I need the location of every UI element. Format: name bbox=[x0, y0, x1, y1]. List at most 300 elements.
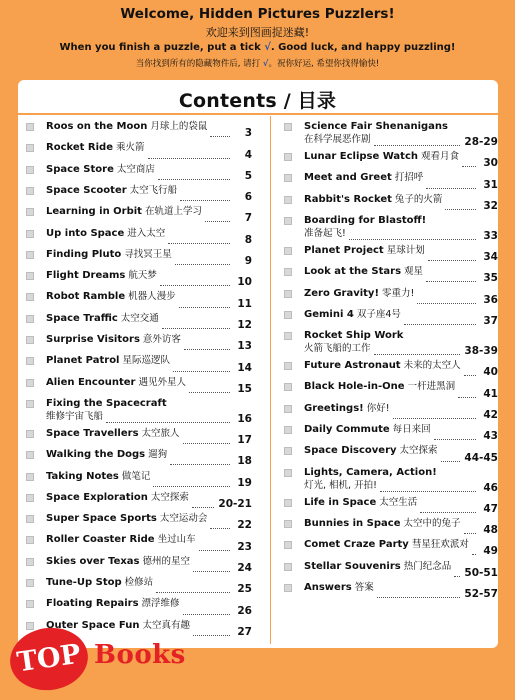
checkbox-square[interactable] bbox=[26, 515, 34, 523]
toc-entry bbox=[26, 333, 252, 354]
toc-entry bbox=[284, 538, 498, 559]
title-divider bbox=[18, 113, 498, 115]
checkbox-square[interactable] bbox=[26, 166, 34, 174]
toc-page-number: 37 bbox=[483, 315, 498, 328]
toc-page-number: 3 bbox=[244, 127, 252, 140]
checkbox-square[interactable] bbox=[26, 536, 34, 544]
toc-entry-title-en: Space Scooter bbox=[46, 184, 127, 196]
checkbox-square[interactable] bbox=[26, 272, 34, 280]
toc-page-number: 27 bbox=[237, 625, 252, 638]
leader-dots bbox=[193, 635, 230, 636]
toc-entry-title-zh: 每日来回 bbox=[392, 424, 431, 435]
toc-entry bbox=[284, 402, 498, 423]
tick-icon-zh: √ bbox=[262, 59, 269, 69]
toc-entry-title-zh: 月球上的袋鼠 bbox=[150, 121, 208, 132]
checkbox-square[interactable] bbox=[284, 174, 292, 182]
toc-entry-title-en: Space Travellers bbox=[46, 427, 139, 439]
toc-entry-title-zh: 进入太空 bbox=[127, 227, 166, 239]
toc-entry-title-zh: 观星 bbox=[404, 266, 424, 278]
toc-entry-title-zh: 做笔记 bbox=[121, 470, 151, 482]
toc-entry bbox=[284, 193, 498, 214]
leader-dots bbox=[393, 418, 476, 419]
toc-page-number: 17 bbox=[237, 434, 252, 447]
checkbox-square[interactable] bbox=[284, 290, 292, 298]
toc-entry bbox=[284, 287, 498, 308]
toc-page-number: 31 bbox=[483, 178, 498, 191]
leader-dots bbox=[454, 576, 460, 577]
toc-entry-title-en: Robot Ramble bbox=[46, 291, 126, 303]
checkbox-square[interactable] bbox=[26, 400, 34, 408]
toc-entry-title-en: Surprise Visitors bbox=[46, 334, 140, 345]
toc-entry-title-zh: 火箭飞船的工作 bbox=[304, 343, 371, 355]
toc-page-number: 9 bbox=[244, 255, 252, 268]
toc-entry-title bbox=[46, 141, 224, 154]
toc-page-number: 47 bbox=[483, 502, 498, 515]
toc-entry-title-en: Space Store bbox=[46, 163, 114, 175]
toc-entry bbox=[26, 427, 252, 448]
toc-entry bbox=[26, 312, 252, 333]
toc-entry bbox=[26, 397, 252, 427]
toc-entry bbox=[26, 597, 252, 618]
leader-dots bbox=[189, 392, 230, 393]
toc-entry-title bbox=[304, 120, 470, 146]
leader-dots bbox=[420, 512, 476, 513]
toc-entry-title-zh: 太空旅人 bbox=[141, 427, 180, 439]
toc-entry-title-en: Future Astronaut bbox=[304, 360, 401, 372]
checkbox-square[interactable] bbox=[284, 405, 292, 413]
toc-entry-title bbox=[46, 576, 224, 589]
toc-entry-title bbox=[46, 491, 224, 504]
toc-page-number: 11 bbox=[237, 297, 252, 310]
leader-dots bbox=[426, 281, 476, 282]
toc-entry-title bbox=[304, 496, 470, 509]
toc-entry-title-zh: 寻找冥王星 bbox=[124, 248, 172, 260]
leader-dots bbox=[148, 158, 230, 159]
toc-entry-title bbox=[304, 214, 470, 240]
toc-page-number: 33 bbox=[483, 229, 498, 242]
leader-dots bbox=[426, 188, 476, 189]
toc-page-number: 8 bbox=[244, 233, 252, 246]
toc-entry-title bbox=[304, 538, 470, 551]
leader-dots bbox=[183, 443, 230, 444]
toc-entry-title bbox=[46, 427, 224, 440]
instruction-zh-post: 。祝你好运, 希望你找得愉快! bbox=[268, 59, 380, 69]
toc-entry-title bbox=[304, 380, 470, 393]
toc-entry-title-en: Daily Commute bbox=[304, 424, 390, 435]
toc-entry-title bbox=[46, 333, 224, 346]
toc-entry-title-en: Finding Pluto bbox=[46, 248, 122, 260]
leader-dots bbox=[179, 307, 230, 308]
checkbox-square[interactable] bbox=[284, 426, 292, 434]
toc-entry bbox=[26, 512, 252, 533]
toc-page-number: 32 bbox=[483, 199, 498, 212]
toc-entry bbox=[26, 491, 252, 512]
toc-entry-title bbox=[304, 244, 470, 257]
leader-dots bbox=[193, 571, 230, 572]
toc-entry bbox=[26, 248, 252, 269]
toc-entry-title-en: Fixing the Spacecraft bbox=[46, 397, 167, 409]
toc-entry-title bbox=[46, 448, 224, 461]
toc-page-number: 48 bbox=[483, 524, 498, 537]
toc-page-number: 46 bbox=[483, 481, 498, 494]
toc-page-number: 38-39 bbox=[464, 345, 498, 358]
checkbox-square[interactable] bbox=[26, 144, 34, 152]
leader-dots bbox=[404, 324, 476, 325]
toc-page-number: 6 bbox=[244, 191, 252, 204]
toc-entry-title-en: Taking Notes bbox=[46, 470, 119, 482]
toc-entry-title bbox=[304, 466, 470, 492]
toc-page-number: 49 bbox=[483, 545, 498, 558]
toc-entry-title-en: Comet Craze Party bbox=[304, 539, 409, 551]
checkbox-square[interactable] bbox=[284, 362, 292, 370]
toc-page-number: 26 bbox=[237, 604, 252, 617]
toc-entry-title-en: Tune-Up Stop bbox=[46, 577, 122, 588]
toc-entry-title-en: Space Traffic bbox=[46, 312, 118, 324]
toc-entry-title-zh: 星球计划 bbox=[386, 244, 425, 256]
toc-page-number: 50-51 bbox=[464, 566, 498, 579]
toc-entry-title bbox=[46, 163, 224, 176]
leader-dots bbox=[168, 243, 230, 244]
welcome-heading-zh: 欢迎来到图画捉迷藏! bbox=[205, 26, 310, 39]
toc-entry bbox=[26, 269, 252, 290]
toc-entry-title-en: Black Hole-in-One bbox=[304, 381, 405, 393]
toc-entry-title-en: Zero Gravity! bbox=[304, 287, 380, 299]
leader-dots bbox=[210, 136, 230, 137]
checkbox-square[interactable] bbox=[26, 430, 34, 438]
toc-page-number: 30 bbox=[483, 157, 498, 170]
toc-entry-title-zh: 太空运动会 bbox=[159, 513, 208, 525]
checkbox-square[interactable] bbox=[284, 447, 292, 455]
toc-entry-title-en: Rocket Ship Work bbox=[304, 330, 404, 342]
toc-page-number: 23 bbox=[237, 540, 252, 553]
leader-dots bbox=[458, 397, 476, 398]
toc-entry-title-zh: 你好! bbox=[366, 402, 390, 414]
toc-entry bbox=[284, 496, 498, 517]
toc-entry-title-en: Roller Coaster Ride bbox=[46, 534, 155, 546]
toc-page-number: 18 bbox=[237, 455, 252, 468]
toc-entry-title bbox=[46, 397, 224, 423]
toc-entry-title-zh: 意外访客 bbox=[142, 334, 181, 345]
leader-dots bbox=[170, 464, 230, 465]
checkbox-square[interactable] bbox=[284, 268, 292, 276]
toc-entry-title-zh: 未来的太空人 bbox=[403, 360, 461, 372]
leader-dots bbox=[210, 528, 230, 529]
toc-entry-title-en: Lunar Eclipse Watch bbox=[304, 151, 419, 162]
toc-entry-title-zh: 准备起飞! bbox=[304, 227, 346, 239]
toc-entry-title-en: Life in Space bbox=[304, 496, 377, 508]
leader-dots bbox=[380, 491, 476, 492]
leader-dots bbox=[374, 145, 460, 146]
toc-page-number: 42 bbox=[483, 408, 498, 421]
checkbox-square[interactable] bbox=[26, 293, 34, 301]
checkbox-square[interactable] bbox=[26, 579, 34, 587]
toc-entry bbox=[26, 163, 252, 184]
toc-entry-title-en: Roos on the Moon bbox=[46, 121, 148, 132]
logo-top-badge: TOP bbox=[6, 623, 92, 695]
checkbox-square[interactable] bbox=[26, 315, 34, 323]
toc-entry-title-en: Stellar Souvenirs bbox=[304, 560, 401, 572]
checkbox-square[interactable] bbox=[26, 187, 34, 195]
toc-entry-title-en: Look at the Stars bbox=[304, 266, 402, 278]
leader-dots bbox=[205, 221, 230, 222]
toc-entry-title bbox=[304, 444, 470, 457]
toc-page-number: 24 bbox=[237, 561, 252, 574]
toc-entry-title bbox=[304, 308, 470, 321]
checkbox-square[interactable] bbox=[284, 499, 292, 507]
checkbox-square[interactable] bbox=[284, 563, 292, 571]
checkbox-square[interactable] bbox=[26, 558, 34, 566]
checkbox-square[interactable] bbox=[284, 153, 292, 161]
toc-entry-title-en: Learning in Orbit bbox=[46, 206, 142, 218]
toc-entry-title-en: Greetings! bbox=[304, 402, 364, 414]
toc-page-number: 15 bbox=[237, 382, 252, 395]
toc-entry-title-zh: 坐过山车 bbox=[157, 534, 196, 546]
toc-page-number: 5 bbox=[244, 169, 252, 182]
toc-page-number: 10 bbox=[237, 276, 252, 289]
toc-page-number: 36 bbox=[483, 293, 498, 306]
leader-dots bbox=[417, 303, 476, 304]
toc-entry-title-zh: 双子座4号 bbox=[356, 308, 401, 320]
toc-page-number: 34 bbox=[483, 251, 498, 264]
checkbox-square[interactable] bbox=[26, 208, 34, 216]
leader-dots bbox=[180, 200, 230, 201]
toc-entry-title-zh: 答案 bbox=[354, 581, 374, 593]
checkbox-square[interactable] bbox=[26, 473, 34, 481]
toc-entry-title bbox=[46, 248, 224, 261]
toc-entry-title bbox=[304, 329, 470, 355]
leader-dots bbox=[173, 371, 230, 372]
leader-dots bbox=[462, 166, 476, 167]
toc-entry-title-zh: 航天梦 bbox=[128, 270, 157, 282]
contents-title: Contents / 目录 bbox=[178, 90, 337, 112]
toc-entry-title-zh: 遇见外星人 bbox=[138, 376, 186, 388]
toc-entry-title-en: Planet Patrol bbox=[46, 355, 120, 367]
toc-entry bbox=[26, 290, 252, 311]
toc-entry-title-zh: 兔子的火箭 bbox=[394, 193, 443, 205]
checkbox-square[interactable] bbox=[284, 311, 292, 319]
instruction-text bbox=[0, 42, 515, 53]
leader-dots bbox=[183, 614, 230, 615]
toc-entry-title-en: Space Exploration bbox=[46, 491, 148, 503]
toc-page-number: 28-29 bbox=[464, 136, 498, 148]
toc-entry bbox=[26, 205, 252, 226]
toc-entry-title-zh: 一杆进黑洞 bbox=[407, 381, 456, 393]
toc-entry-title bbox=[304, 359, 470, 372]
toc-page-number: 25 bbox=[237, 583, 252, 596]
checkbox-square[interactable] bbox=[284, 196, 292, 204]
toc-entry bbox=[284, 380, 498, 401]
leader-dots bbox=[192, 507, 214, 508]
toc-entry bbox=[284, 359, 498, 380]
toc-entry-title-zh: 太空生活 bbox=[379, 496, 418, 508]
toc-entry-title-en: Rocket Ride bbox=[46, 142, 113, 154]
column-divider bbox=[270, 116, 271, 644]
toc-entry-title bbox=[46, 184, 224, 197]
toc-entry-title bbox=[46, 205, 224, 218]
leader-dots bbox=[156, 592, 230, 593]
toc-entry-title-en: Answers bbox=[304, 581, 352, 593]
toc-entry-title-en: Up into Space bbox=[46, 227, 125, 239]
leader-dots bbox=[175, 264, 230, 265]
toc-entry bbox=[26, 120, 252, 141]
toc-entry-title-en: Floating Repairs bbox=[46, 598, 139, 610]
toc-entry bbox=[26, 354, 252, 375]
toc-entry-title-zh: 太空探索 bbox=[150, 491, 189, 503]
leader-dots bbox=[445, 209, 476, 210]
toc-entry-title bbox=[46, 512, 224, 525]
leader-dots bbox=[160, 285, 230, 286]
toc-entry-title-zh: 零重力! bbox=[382, 287, 415, 299]
toc-entry bbox=[284, 444, 498, 465]
leader-dots bbox=[199, 550, 230, 551]
toc-page-number: 12 bbox=[237, 318, 252, 331]
toc-entry bbox=[284, 265, 498, 286]
toc-entry-title bbox=[304, 581, 470, 594]
toc-entry-title-en: Lights, Camera, Action! bbox=[304, 466, 437, 478]
checkbox-square[interactable] bbox=[284, 332, 292, 340]
toc-entry bbox=[26, 576, 252, 597]
toc-entry bbox=[26, 555, 252, 576]
topbooks-logo bbox=[10, 628, 190, 692]
toc-entry-title-en: Rabbit's Rocket bbox=[304, 193, 392, 205]
toc-entry-title-en: Flight Dreams bbox=[46, 270, 126, 282]
toc-entry-title bbox=[304, 150, 470, 163]
toc-entry bbox=[284, 466, 498, 496]
toc-page-number: 44-45 bbox=[464, 451, 498, 464]
toc-entry bbox=[284, 560, 498, 581]
toc-entry-title bbox=[304, 265, 470, 278]
checkbox-square[interactable] bbox=[284, 383, 292, 391]
toc-entry-title-zh: 检修站 bbox=[124, 577, 154, 588]
checkbox-square[interactable] bbox=[26, 357, 34, 365]
checkbox-square[interactable] bbox=[26, 379, 34, 387]
toc-entry bbox=[26, 533, 252, 554]
toc-entry bbox=[284, 517, 498, 538]
checkbox-square[interactable] bbox=[284, 217, 292, 225]
toc-page-number: 22 bbox=[237, 519, 252, 532]
toc-page-number: 40 bbox=[483, 366, 498, 379]
logo-books-text: Books bbox=[94, 640, 186, 670]
toc-entry-title bbox=[304, 517, 470, 530]
toc-entry-title-en: Planet Project bbox=[304, 244, 384, 256]
toc-page-number: 52-57 bbox=[464, 588, 498, 601]
toc-entry-title bbox=[304, 423, 470, 436]
toc-entry-title-zh: 热门纪念品 bbox=[403, 560, 452, 572]
toc-entry bbox=[26, 470, 252, 491]
toc-page-number: 19 bbox=[237, 476, 252, 489]
toc-entry-title bbox=[46, 597, 224, 610]
toc-entry-title-zh: 灯光, 相机, 开拍! bbox=[304, 479, 377, 491]
leader-dots bbox=[374, 354, 460, 355]
checkbox-square[interactable] bbox=[26, 451, 34, 459]
toc-entry-title-en: Alien Encounter bbox=[46, 376, 136, 388]
toc-entry-title-en: Boarding for Blastoff! bbox=[304, 214, 427, 226]
leader-dots bbox=[441, 461, 460, 462]
toc-page-number: 20-21 bbox=[218, 498, 252, 511]
toc-entry bbox=[26, 376, 252, 397]
toc-entry-title-zh: 在科学展恶作剧 bbox=[304, 134, 371, 145]
toc-entry-title-zh: 太空交通 bbox=[120, 312, 159, 324]
toc-page-number: 16 bbox=[237, 412, 252, 425]
toc-entry-title bbox=[46, 227, 224, 240]
toc-entry-title-zh: 在轨道上学习 bbox=[144, 206, 202, 218]
checkbox-square[interactable] bbox=[26, 494, 34, 502]
leader-dots bbox=[184, 349, 230, 350]
toc-entry-title-zh: 漂浮维修 bbox=[141, 598, 180, 610]
toc-entry-title bbox=[46, 555, 224, 568]
toc-entry-title bbox=[46, 120, 224, 133]
checkbox-square[interactable] bbox=[284, 123, 292, 131]
toc-entry-title-zh: 机器人漫步 bbox=[128, 291, 176, 303]
toc-entry-title-zh: 维修宇宙飞船 bbox=[46, 410, 104, 422]
leader-dots bbox=[464, 375, 476, 376]
toc-entry-title-en: Outer Space Fun bbox=[46, 619, 140, 631]
toc-entry-title-en: Skies over Texas bbox=[46, 555, 140, 567]
toc-entry bbox=[26, 141, 252, 162]
checkbox-square[interactable] bbox=[284, 584, 292, 592]
toc-page-number: 4 bbox=[244, 148, 252, 161]
leader-dots bbox=[106, 422, 230, 423]
toc-page-number: 41 bbox=[483, 387, 498, 400]
toc-entry-title-en: Bunnies in Space bbox=[304, 517, 401, 529]
toc-entry bbox=[26, 227, 252, 248]
checkbox-square[interactable] bbox=[26, 336, 34, 344]
toc-entry-title bbox=[46, 470, 224, 483]
toc-entry bbox=[284, 120, 498, 150]
leader-dots bbox=[158, 179, 230, 180]
toc-entry-title bbox=[46, 290, 224, 303]
checkbox-square[interactable] bbox=[284, 520, 292, 528]
checkbox-square[interactable] bbox=[26, 251, 34, 259]
toc-entry-title-en: Gemini 4 bbox=[304, 308, 354, 320]
toc-entry-title bbox=[46, 354, 224, 367]
leader-dots bbox=[377, 597, 460, 598]
instruction-text-zh bbox=[0, 57, 515, 69]
checkbox-square[interactable] bbox=[284, 469, 292, 477]
toc-entry-title-zh: 太空真有趣 bbox=[142, 619, 190, 631]
leader-dots bbox=[464, 533, 477, 534]
leader-dots bbox=[153, 486, 230, 487]
welcome-heading: Welcome, Hidden Pictures Puzzlers! bbox=[120, 6, 395, 22]
toc-entry bbox=[284, 329, 498, 359]
toc-entry-title-zh: 打招呼 bbox=[394, 172, 424, 184]
toc-entry-title-zh: 乘火箭 bbox=[116, 142, 145, 154]
toc-entry bbox=[284, 244, 498, 265]
toc-entry bbox=[284, 150, 498, 171]
toc-page-number: 43 bbox=[483, 430, 498, 443]
checkbox-square[interactable] bbox=[284, 247, 292, 255]
leader-dots bbox=[349, 239, 476, 240]
toc-entry-title-zh: 太空探索 bbox=[399, 445, 438, 457]
checkbox-square[interactable] bbox=[26, 230, 34, 238]
checkbox-square[interactable] bbox=[26, 123, 34, 131]
leader-dots bbox=[472, 554, 476, 555]
toc-entry-title-zh: 太空中的兔子 bbox=[403, 517, 461, 529]
leader-dots bbox=[428, 260, 476, 261]
checkbox-square[interactable] bbox=[26, 600, 34, 608]
toc-entry-title bbox=[46, 312, 224, 325]
toc-entry-title-zh: 星际巡逻队 bbox=[122, 355, 171, 367]
instruction-pre: When you finish a puzzle, put a tick bbox=[59, 42, 265, 53]
toc-entry-title-zh: 德州的星空 bbox=[142, 555, 191, 567]
checkbox-square[interactable] bbox=[284, 541, 292, 549]
toc-entry bbox=[284, 423, 498, 444]
toc-entry-title-en: Super Space Sports bbox=[46, 513, 157, 525]
toc-entry bbox=[284, 308, 498, 329]
toc-entry-title-en: Science Fair Shenanigans bbox=[304, 121, 448, 132]
toc-entry-title bbox=[46, 376, 224, 389]
toc-entry-title-en: Space Discovery bbox=[304, 445, 397, 457]
